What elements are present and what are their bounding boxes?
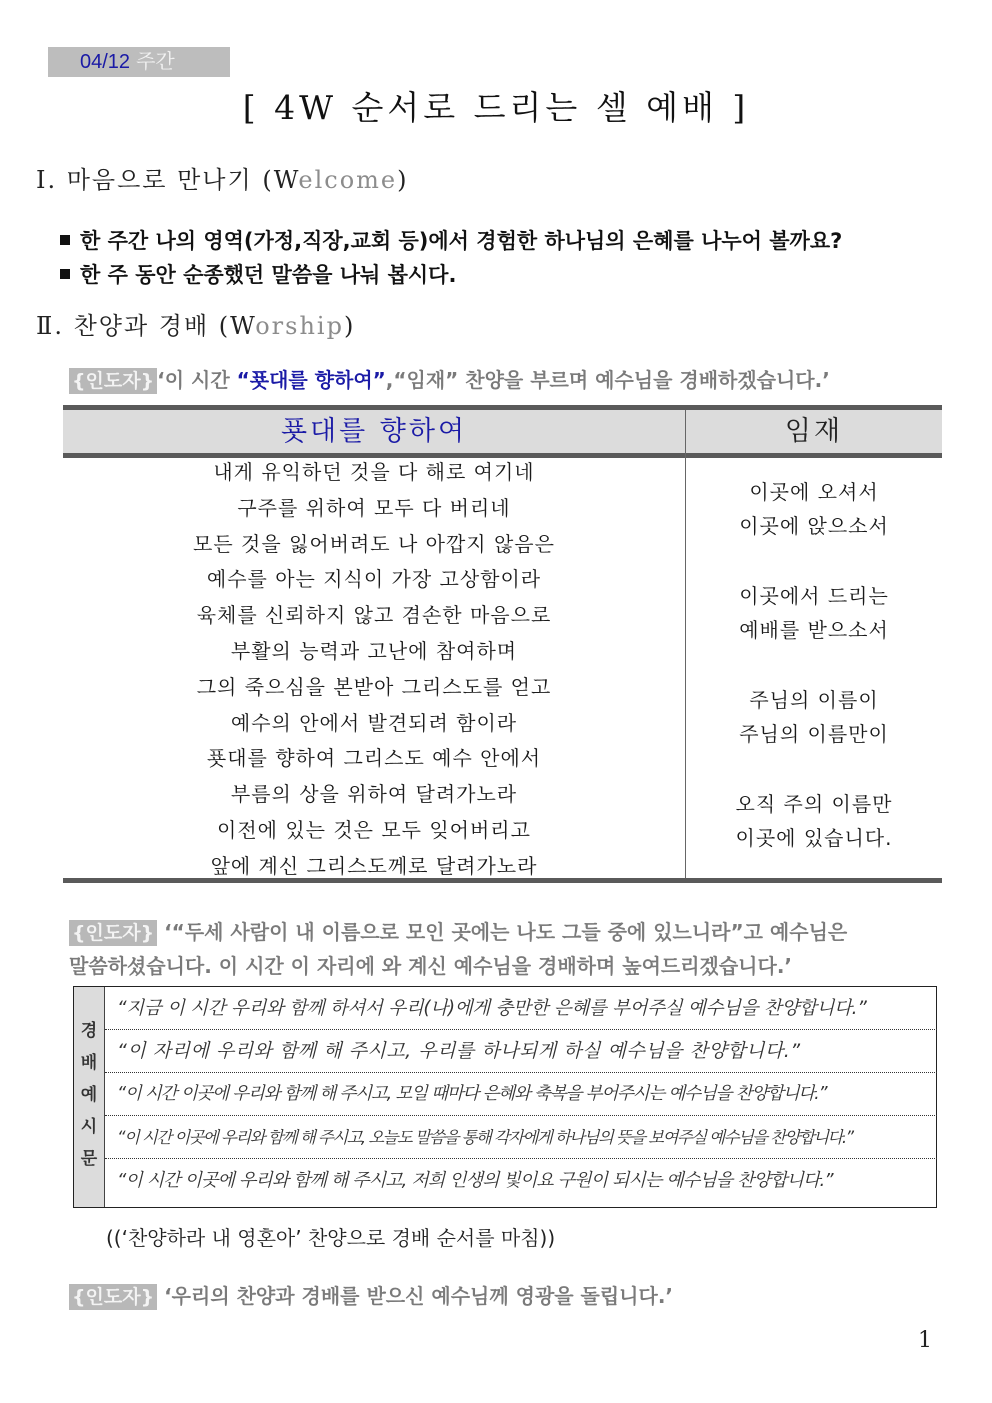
section-2-numeral: Ⅱ. (36, 312, 64, 340)
lyric-line: 그의 죽으심을 본받아 그리스도를 얻고 (196, 674, 552, 699)
section-2-title: 찬양과 경배 (73, 312, 210, 340)
lyric-line: 이곳에서 드리는 (739, 584, 889, 608)
song2-stanza (686, 579, 942, 647)
song2-lyrics (686, 457, 942, 891)
section-2-heading (36, 306, 355, 341)
bullet-text: 한 주 동안 순종했던 말씀을 나눠 봅시다. (80, 263, 457, 287)
section-1-numeral: Ⅰ. (36, 166, 58, 194)
worship-sentences-table (73, 986, 937, 1208)
closing-note: ((‘찬양하라 내 영혼아’ 찬양으로 경배 순서를 마침)) (106, 1226, 556, 1250)
lyric-line: 주님의 이름이 (749, 688, 879, 712)
label-char: 예 (80, 1085, 98, 1105)
lyric-line: 예배를 받으소서 (739, 618, 889, 642)
label-char: 문 (80, 1149, 98, 1169)
lyric-line: 내게 유익하던 것을 다 해로 여기네 (213, 460, 535, 484)
week-date-tag (48, 47, 230, 77)
song2-quoted: “임재” (393, 368, 459, 392)
square-bullet-icon (60, 269, 70, 279)
label-char: 경 (80, 1021, 98, 1041)
closing-leader-text: ‘우리의 찬양과 경배를 받으신 예수님께 영광을 돌립니다.’ (157, 1284, 674, 1308)
leader-tag: {인도자} (69, 920, 157, 946)
section-2-eng-open: ( (218, 312, 231, 340)
intro-suffix: 찬양을 부르며 예수님을 경배하겠습니다.’ (458, 368, 830, 392)
song2-stanza (686, 787, 942, 855)
worship-sentence: “이 자리에 우리와 함께 해 주시고, 우리를 하나되게 하실 예수님을 찬양합니다.” (105, 1030, 937, 1073)
lyric-line: 푯대를 향하여 그리스도 예수 안에서 (206, 746, 542, 771)
page-number: 1 (918, 1328, 932, 1353)
section-1-title: 마음으로 만나기 (66, 166, 253, 194)
song1-quoted: “푯대를 향하여” (236, 368, 386, 392)
song2-stanza (686, 475, 942, 543)
section-1-eng-open: ( (262, 166, 274, 194)
leader-tag: {인도자} (69, 368, 157, 394)
section-1-eng-first: W (273, 166, 299, 194)
label-char: 시 (80, 1117, 98, 1137)
section-2-eng-rest: orship (255, 312, 344, 340)
section-1-eng-rest: elcome (298, 166, 398, 194)
song2-header: 임재 (784, 416, 844, 447)
lyric-line: 육체를 신뢰하지 않고 겸손한 마음으로 (196, 603, 552, 628)
lyric-line: 이곳에 오셔서 (749, 480, 879, 504)
lyric-line: 구주를 위하여 모두 다 버리네 (237, 495, 511, 520)
leader-tag: {인도자} (69, 1284, 157, 1310)
song-lyrics-table (63, 405, 942, 883)
section-1-eng-close: ) (397, 166, 409, 194)
worship-sentence-rows (105, 987, 937, 1206)
leader-paragraph-line-2 (69, 950, 792, 979)
sharing-questions (60, 224, 980, 292)
lyric-line: 예수를 아는 지식이 가장 고상함이라 (206, 567, 542, 592)
lyric-line: 이곳에 있습니다. (735, 826, 893, 850)
song1-header: 푯대를 향하여 (280, 416, 468, 447)
leader-paragraph-line-1 (69, 916, 847, 946)
song2-stanza (686, 683, 942, 751)
intro-comma: , (385, 368, 394, 392)
leader-paragraph-text-1: ‘“두세 사람이 내 이름으로 모인 곳에는 나도 그들 중에 있느니라”고 예수님은 (157, 920, 848, 944)
lyric-line: 주님의 이름만이 (739, 722, 889, 746)
section-2-eng-close: ) (343, 312, 356, 340)
bullet-item (60, 258, 980, 292)
table-header-row (63, 410, 942, 453)
worship-sentences-label (74, 987, 105, 1207)
leader-intro-line (69, 364, 830, 394)
lyric-line: 예수의 안에서 발견되려 함이라 (230, 710, 518, 735)
song1-lyrics (63, 455, 685, 885)
page-title: [ 4W 순서로 드리는 셀 예배 ] (242, 88, 750, 127)
bullet-item (60, 224, 980, 258)
lyric-line: 오직 주의 이름만 (735, 792, 893, 816)
leader-paragraph-text-2: 말씀하셨습니다. 이 시간 이 자리에 와 계신 예수님을 경배하며 높여드리겠습니다.’ (69, 954, 793, 978)
lyric-line: 이전에 있는 것은 모두 잊어버리고 (217, 817, 531, 842)
worship-sentence: “이 시간 이곳에 우리와 함께 해 주시고, 오늘도 말씀을 통해 각자에게 하나님의 뜻을 보여주실 예수님을 찬양합니다.” (105, 1116, 937, 1159)
worship-sentence: “지금 이 시간 우리와 함께 하셔서 우리(나)에게 충만한 은혜를 부어주실 예수님을 찬양합니다.” (105, 987, 937, 1030)
week-date: 04/12 (80, 51, 131, 73)
lyric-line: 부름의 상을 위하여 달려가노라 (230, 782, 518, 807)
lyric-line: 이곳에 앉으소서 (739, 514, 889, 538)
worship-sentence: “이 시간 이곳에 우리와 함께 해 주시고, 저희 인생의 빛이요 구원이 되시는 예수님을 찬양합니다.” (117, 1170, 833, 1191)
lyric-line: 앞에 계신 그리스도께로 달려가노라 (210, 853, 538, 878)
bullet-text: 한 주간 나의 영역(가정,직장,교회 등)에서 경험한 하나님의 은혜를 나누어 볼까요? (80, 229, 843, 253)
table-bottom-rule (63, 878, 942, 883)
worship-sentence: “이 시간 이곳에 우리와 함께 해 주시고, 모일 때마다 은혜와 축복을 부어주시는 예수님을 찬양합니다.” (105, 1073, 937, 1116)
label-char: 배 (80, 1053, 98, 1073)
lyric-line: 모든 것을 잃어버려도 나 아깝지 않음은 (193, 531, 555, 556)
intro-prefix: ‘이 시간 (157, 368, 237, 392)
week-label: 주간 (136, 51, 175, 73)
lyric-line: 부활의 능력과 고난에 참여하며 (230, 638, 518, 663)
section-2-eng-first: W (230, 312, 256, 340)
square-bullet-icon (60, 235, 70, 245)
closing-leader-line (69, 1280, 673, 1310)
section-1-heading (36, 160, 409, 195)
